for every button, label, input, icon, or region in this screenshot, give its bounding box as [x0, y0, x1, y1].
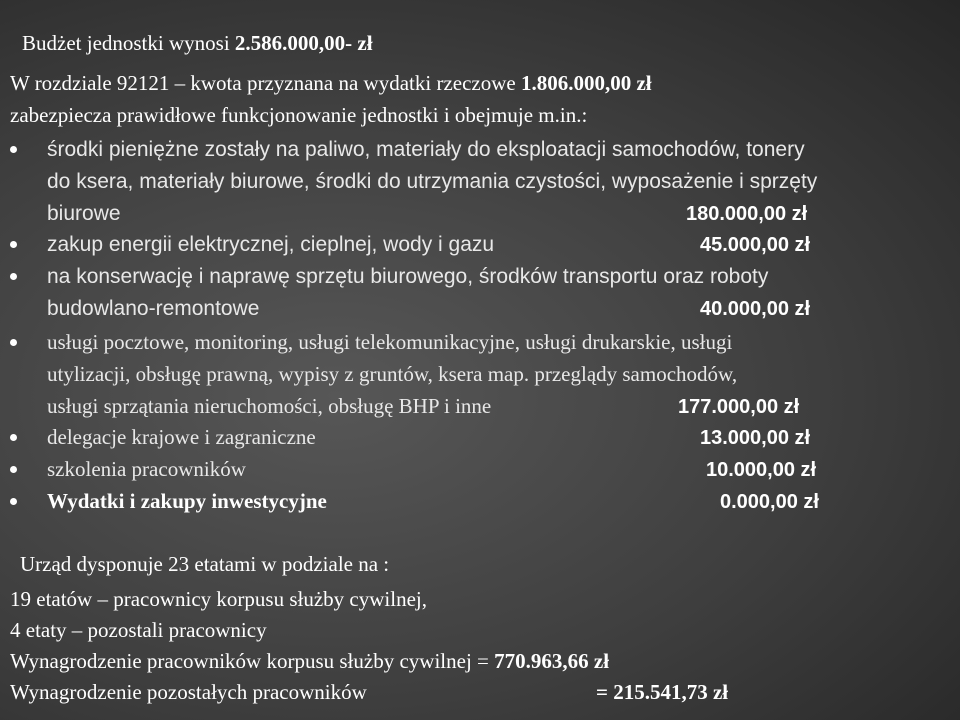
expense-item-line: utylizacji, obsługę prawną, wypisy z gruntów, ksera map. przeglądy samochodów,: [47, 362, 738, 386]
expense-item-line: do ksera, materiały biurowe, środki do utrzymania czystości, wyposażenie i sprzęty: [47, 170, 818, 193]
budget-header: [22, 33, 373, 54]
expense-item-line: budowlano-remontowe: [47, 297, 260, 320]
expense-item-amount: 10.000,00 zł: [706, 459, 817, 481]
expense-item-line: na konserwację i naprawę sprzętu biurowego, środków transportu oraz roboty: [47, 265, 769, 288]
salary-civil-amount: 770.963,66 zł: [494, 649, 610, 673]
chapter-line-1: [10, 73, 652, 94]
expense-item-line: delegacje krajowe i zagraniczne: [47, 425, 316, 449]
expense-item-line: szkolenia pracowników: [47, 457, 246, 481]
bullet-icon: [10, 339, 17, 346]
salary-other-amount: = 215.541,73 zł: [596, 680, 729, 704]
expense-item-amount: 177.000,00 zł: [678, 396, 800, 418]
bullet-icon: [10, 498, 17, 505]
staff-other: 4 etaty – pozostali pracownicy: [10, 618, 267, 642]
chapter-line-1-amount: 1.806.000,00 zł: [520, 71, 652, 95]
chapter-line-2: zabezpiecza prawidłowe funkcjonowanie jednostki i obejmuje m.in.:: [10, 103, 588, 127]
bullet-icon: [10, 273, 17, 280]
expense-item-line: środki pieniężne zostały na paliwo, materiały do eksploatacji samochodów, tonery: [47, 138, 805, 161]
expense-item-amount: 13.000,00 zł: [700, 427, 811, 449]
staff-civil: 19 etatów – pracownicy korpusu służby cywilnej,: [10, 587, 427, 611]
expense-item-amount: 0.000,00 zł: [720, 491, 819, 513]
bullet-icon: [10, 146, 17, 153]
expense-item-line: zakup energii elektrycznej, cieplnej, wody i gazu: [47, 233, 495, 256]
bullet-icon: [10, 466, 17, 473]
salary-civil: [10, 651, 609, 672]
chapter-line-1-text: W rozdziale 92121 – kwota przyznana na wydatki rzeczowe: [10, 71, 521, 95]
bullet-icon: [10, 241, 17, 248]
salary-civil-label: Wynagrodzenie pracowników korpusu służby cywilnej =: [10, 649, 495, 673]
expense-item-line: usługi pocztowe, monitoring, usługi telekomunikacyjne, usługi drukarskie, usługi: [47, 330, 733, 354]
expense-item-line: Wydatki i zakupy inwestycyjne: [47, 489, 327, 513]
expense-item-amount: 180.000,00 zł: [686, 203, 808, 225]
bullet-icon: [10, 434, 17, 441]
staff-intro: Urząd dysponuje 23 etatami w podziale na :: [20, 552, 390, 576]
expense-item-amount: 40.000,00 zł: [700, 298, 811, 320]
budget-header-label: Budżet jednostki wynosi: [22, 31, 235, 55]
expense-item-line: biurowe: [47, 202, 121, 225]
expense-item-amount: 45.000,00 zł: [700, 234, 811, 256]
budget-header-amount: 2.586.000,00- zł: [234, 31, 373, 55]
expense-item-line: usługi sprzątania nieruchomości, obsługę BHP i inne: [47, 394, 492, 418]
salary-other-label: Wynagrodzenie pozostałych pracowników: [10, 680, 367, 704]
